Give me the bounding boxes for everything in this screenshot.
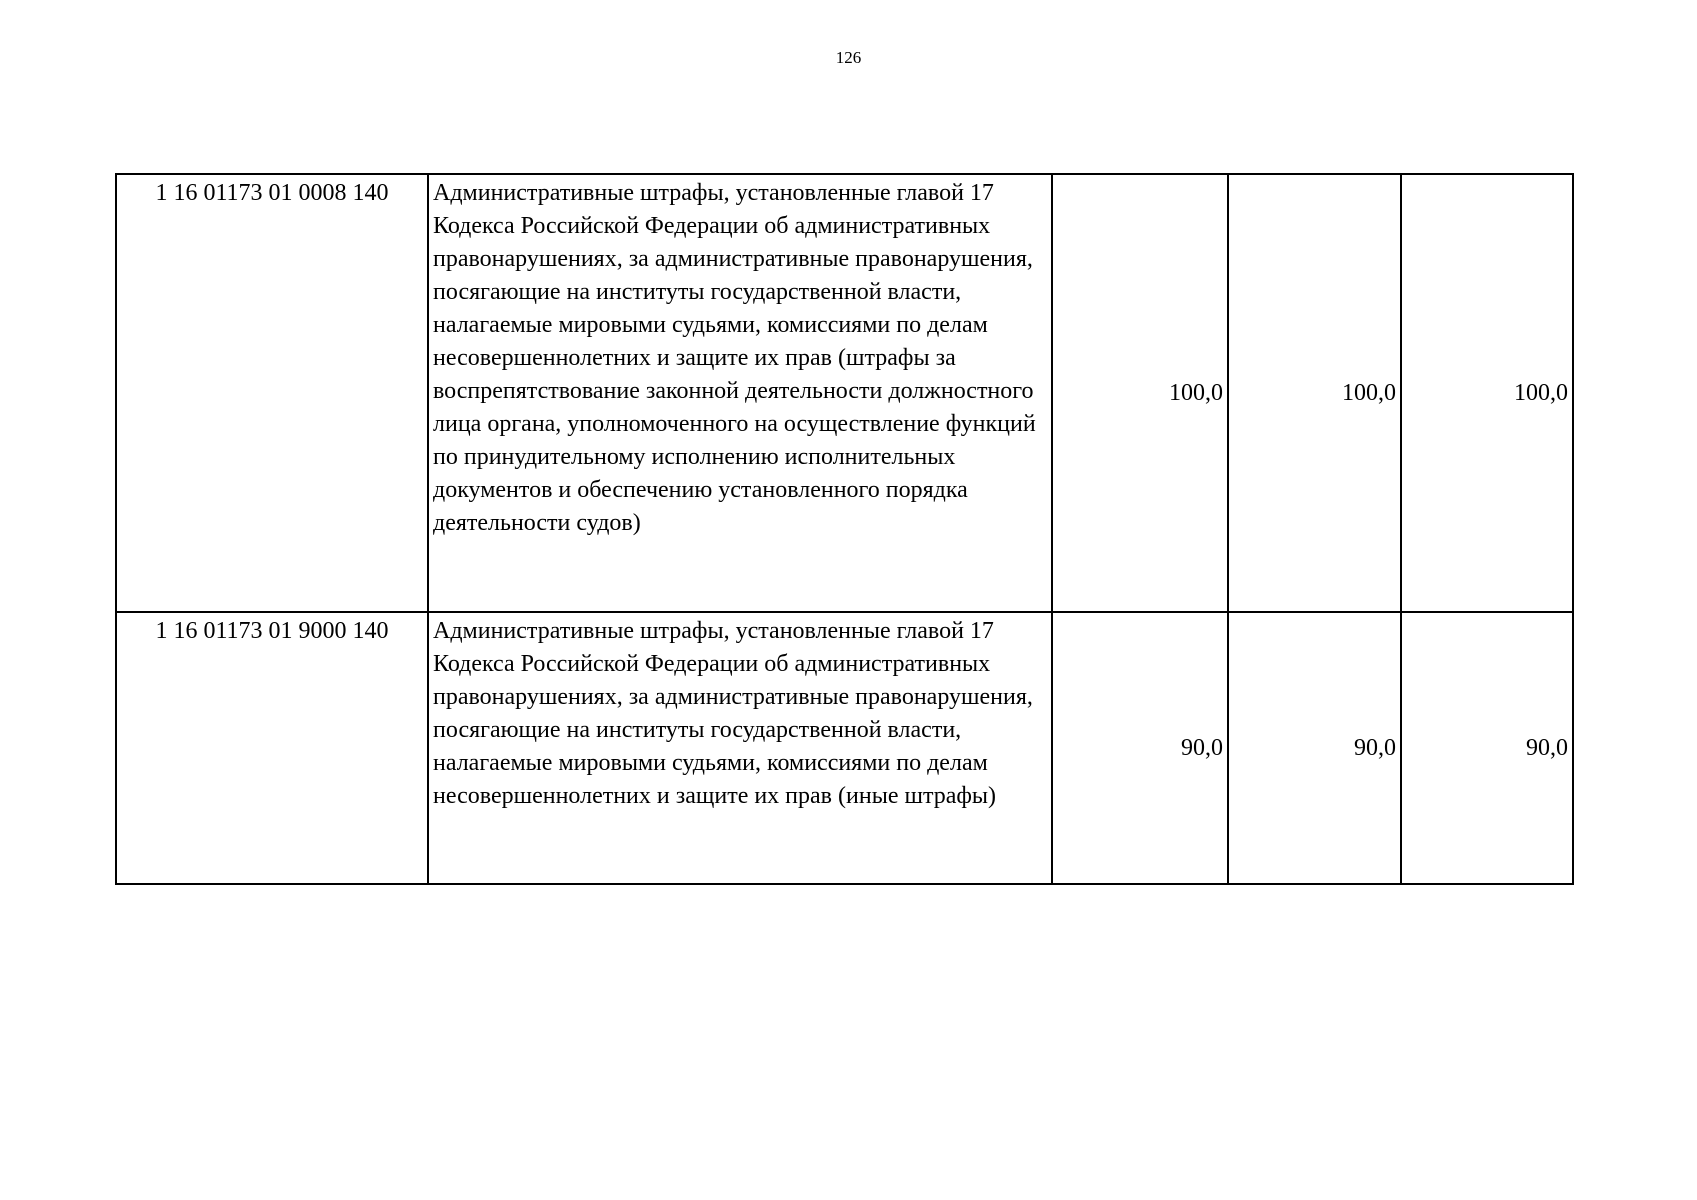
revenue-name: Административные штрафы, установленные главой 17 Кодекса Российской Федерации об административных правонарушениях, за административные правонарушения, посягающие на институты государственной власти, налагаемые мировыми судьями, комиссиями по делам несовершеннолетних и защите их прав (иные штрафы)	[428, 612, 1052, 884]
value-year-1: 100,0	[1052, 174, 1228, 612]
table-row	[116, 612, 1573, 884]
table-row	[116, 174, 1573, 612]
budget-classification-code: 1 16 01173 01 9000 140	[116, 612, 428, 884]
value-year-1: 90,0	[1052, 612, 1228, 884]
value-year-3: 100,0	[1401, 174, 1573, 612]
page-number: 126	[835, 48, 862, 67]
value-year-3: 90,0	[1401, 612, 1573, 884]
budget-revenue-table	[115, 173, 1574, 885]
value-year-2: 90,0	[1228, 612, 1401, 884]
revenue-name: Административные штрафы, установленные главой 17 Кодекса Российской Федерации об административных правонарушениях, за административные правонарушения, посягающие на институты государственной власти, налагаемые мировыми судьями, комиссиями по делам несовершеннолетних и защите их прав (штрафы за воспрепятствование законной деятельности должностного лица органа, уполномоченного на осуществление функций по принудительному исполнению исполнительных документов и обеспечению установленного порядка деятельности судов)	[428, 174, 1052, 612]
budget-classification-code: 1 16 01173 01 0008 140	[116, 174, 428, 612]
value-year-2: 100,0	[1228, 174, 1401, 612]
